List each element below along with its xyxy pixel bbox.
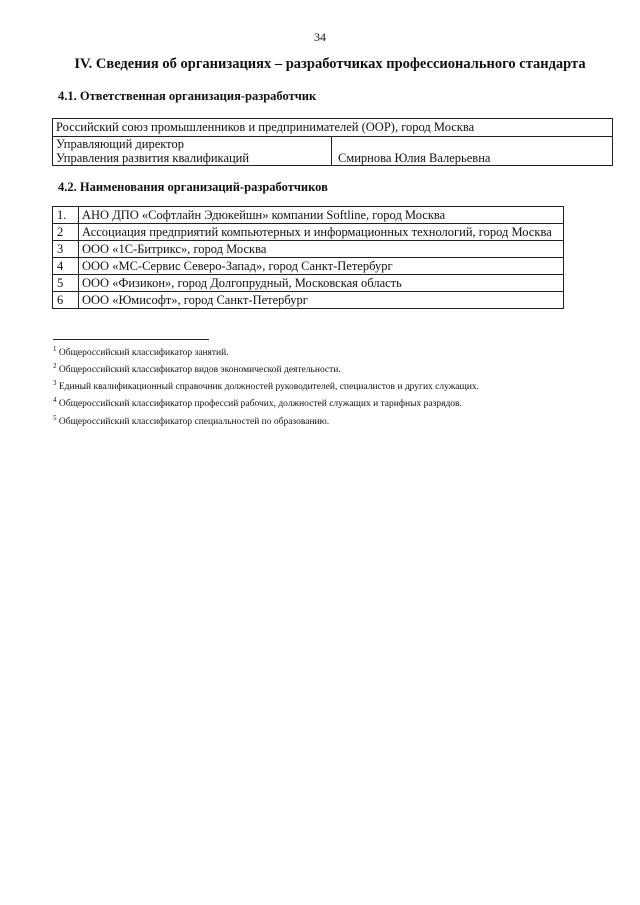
position-line-1: Управляющий директор bbox=[56, 137, 184, 151]
footnote bbox=[53, 394, 613, 411]
table-row bbox=[53, 241, 564, 258]
page-number: 34 bbox=[314, 30, 326, 44]
footnote bbox=[53, 412, 613, 429]
responsible-position bbox=[53, 137, 332, 166]
footnote-mark: 3 bbox=[53, 379, 57, 388]
developer-name: ООО «Юмисофт», город Санкт-Петербург bbox=[79, 292, 564, 309]
table-row bbox=[53, 224, 564, 241]
footnote-mark: 4 bbox=[53, 396, 57, 405]
footnote-text: Общероссийский классификатор видов экономической деятельности. bbox=[58, 365, 341, 376]
position-line-2: Управления развития квалификаций bbox=[56, 151, 250, 165]
responsible-org-heading: 4.1. Ответственная организация-разработчик bbox=[58, 89, 317, 103]
table-row bbox=[53, 207, 564, 224]
table-row bbox=[53, 258, 564, 275]
row-number: 3 bbox=[53, 241, 79, 258]
row-number: 6 bbox=[53, 292, 79, 309]
developers-table bbox=[52, 206, 564, 309]
developer-name: ООО «МС-Сервис Северо-Запад», город Санкт-Петербург bbox=[79, 258, 564, 275]
table-row bbox=[53, 292, 564, 309]
footnote-mark: 5 bbox=[53, 413, 57, 422]
row-number: 4 bbox=[53, 258, 79, 275]
footnote bbox=[53, 343, 613, 360]
developers-heading: 4.2. Наименования организаций-разработчиков bbox=[58, 180, 328, 194]
section-title: IV. Сведения об организациях – разработчиках профессионального стандарта bbox=[74, 56, 586, 72]
footnote-mark: 2 bbox=[53, 362, 57, 371]
row-number: 5 bbox=[53, 275, 79, 292]
footnote bbox=[53, 377, 613, 394]
footnote-mark: 1 bbox=[53, 345, 57, 353]
footnote bbox=[53, 360, 613, 377]
footnotes bbox=[53, 343, 613, 429]
developer-name: ООО «1С-Битрикс», город Москва bbox=[79, 241, 564, 258]
footnote-text: Общероссийский классификатор специальностей по образованию. bbox=[58, 416, 330, 427]
developer-name: Ассоциация предприятий компьютерных и информационных технологий, город Москва bbox=[79, 224, 564, 241]
footnote-text: Общероссийский классификатор профессий рабочих, должностей служащих и тарифных разрядов. bbox=[58, 399, 462, 410]
responsible-person-name: Смирнова Юлия Валерьевна bbox=[332, 137, 613, 166]
responsible-org-table bbox=[52, 118, 613, 166]
developer-name: АНО ДПО «Софтлайн Эдюкейшн» компании Softline, город Москва bbox=[79, 207, 564, 224]
footnote-divider bbox=[53, 339, 209, 340]
footnote-text: Единый квалификационный справочник должностей руководителей, специалистов и других служащих. bbox=[58, 382, 480, 393]
footnote-text: Общероссийский классификатор занятий. bbox=[58, 348, 229, 359]
row-number: 2 bbox=[53, 224, 79, 241]
responsible-org-name: Российский союз промышленников и предпринимателей (ООР), город Москва bbox=[53, 119, 613, 137]
table-row bbox=[53, 275, 564, 292]
row-number: 1. bbox=[53, 207, 79, 224]
developer-name: ООО «Физикон», город Долгопрудный, Московская область bbox=[79, 275, 564, 292]
